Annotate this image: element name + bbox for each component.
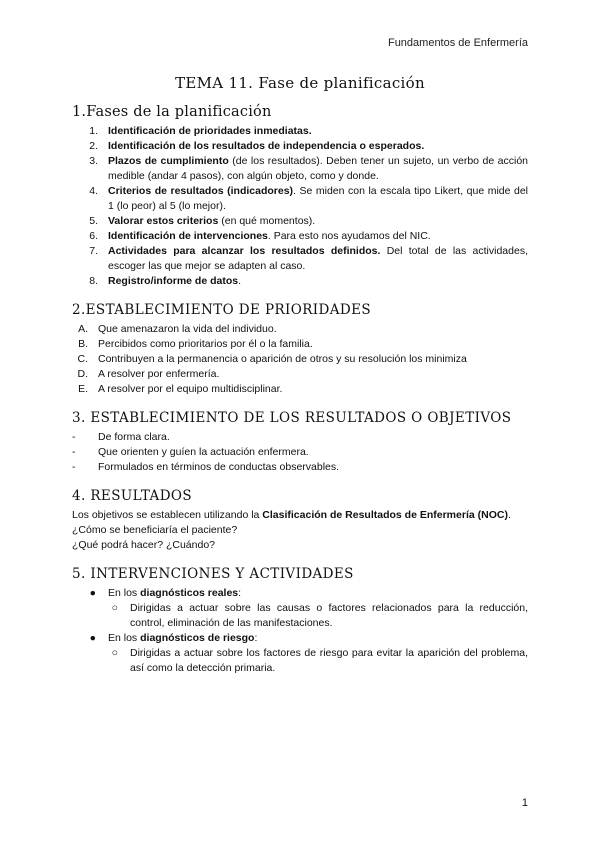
dash-marker: - (72, 446, 76, 458)
item-bold-text: Plazos de cumplimiento (108, 155, 229, 167)
item-text: Que orienten y guíen la actuación enfermera. (98, 446, 309, 458)
priorities-list (72, 322, 528, 397)
item-bold-text: Actividades para alcanzar los resultados definidos. (108, 245, 381, 257)
list-letter: E. (78, 383, 88, 395)
list-item (72, 367, 528, 382)
question-1: ¿Cómo se beneficiaría el paciente? (72, 524, 238, 536)
item-bold-text: Identificación de intervenciones (108, 230, 268, 242)
item-bold-text: Identificación de prioridades inmediatas. (108, 125, 312, 137)
list-item (72, 430, 528, 445)
paragraph-text: . (507, 509, 511, 521)
item-bold-text: Registro/informe de datos (108, 275, 239, 287)
list-number: 5. (89, 215, 98, 227)
item-text: Contribuyen a la permanencia o aparición de otros y su resolución los minimiza (98, 353, 467, 365)
list-item (72, 214, 528, 229)
list-item (72, 352, 528, 367)
phases-list (72, 124, 528, 289)
list-item (72, 154, 528, 184)
list-letter: C. (77, 353, 88, 365)
circle-bullet-icon: ○ (111, 647, 118, 659)
list-item (72, 460, 528, 475)
item-text: (en qué momentos). (218, 215, 316, 227)
section-heading-1: 1.Fases de la planificación (72, 104, 272, 120)
document-body (72, 76, 528, 676)
item-text: En los (108, 632, 141, 644)
list-item (72, 124, 528, 139)
results-paragraph (72, 508, 528, 523)
list-item (72, 274, 528, 289)
sub-item-text: Dirigidas a actuar sobre las causas o factores relacionados para la reducción, control, eliminación de las manifestaciones. (130, 602, 528, 629)
item-bold-text: Identificación de los resultados de independencia o esperados. (108, 140, 425, 152)
list-item (72, 631, 528, 676)
noc-term: Clasificación de Resultados de Enfermería (NOC) (262, 509, 508, 521)
list-number: 4. (89, 185, 98, 197)
list-number: 6. (89, 230, 98, 242)
page-number: 1 (521, 797, 528, 809)
section-heading-2: 2.ESTABLECIMIENTO DE PRIORIDADES (72, 302, 372, 318)
item-text: Formulados en términos de conductas observables. (98, 461, 340, 473)
item-text: A resolver por el equipo multidisciplinar. (98, 383, 283, 395)
item-text: : (254, 632, 258, 644)
running-header: Fundamentos de Enfermería (387, 37, 528, 49)
item-bold-text: diagnósticos de riesgo (140, 632, 255, 644)
list-item (72, 139, 528, 154)
list-item (72, 244, 528, 274)
item-text: Del total de las actividades, escoger las que mejor se adapten al caso. (108, 245, 528, 272)
list-item (72, 322, 528, 337)
paragraph-text: Los objetivos se establecen utilizando la (72, 509, 263, 521)
section-heading-5: 5. INTERVENCIONES Y ACTIVIDADES (72, 566, 354, 582)
item-text: A resolver por enfermería. (98, 368, 220, 380)
item-text: Percibidos como prioritarios por él o la familia. (98, 338, 313, 350)
item-text: Que amenazaron la vida del individuo. (98, 323, 277, 335)
dash-marker: - (72, 431, 76, 443)
item-text: . Se miden con la escala tipo Likert, que mide del 1 (lo peor) al 5 (lo mejor). (108, 185, 528, 212)
bullet-icon: ● (89, 587, 96, 599)
item-text: : (238, 587, 242, 599)
item-text: (de los resultados). Deben tener un sujeto, un verbo de acción medible (andar 4 pasos), con algún objeto, como y donde. (108, 155, 529, 182)
section-heading-4: 4. RESULTADOS (72, 488, 193, 504)
list-number: 1. (89, 125, 98, 137)
item-bold-text: Valorar estos criterios (108, 215, 219, 227)
list-letter: B. (78, 338, 88, 350)
item-text: . Para esto nos ayudamos del NIC. (267, 230, 431, 242)
list-item (72, 586, 528, 631)
objectives-list (72, 430, 528, 475)
item-text: . (238, 275, 242, 287)
bullet-icon: ● (89, 632, 96, 644)
item-bold-text: Criterios de resultados (indicadores) (108, 185, 294, 197)
list-item (72, 445, 528, 460)
question-2: ¿Qué podrá hacer? ¿Cuándo? (72, 539, 216, 551)
interventions-list (72, 586, 528, 676)
list-number: 8. (89, 275, 98, 287)
item-bold-text: diagnósticos reales (140, 587, 239, 599)
list-letter: A. (78, 323, 88, 335)
list-item (72, 382, 528, 397)
list-item (72, 184, 528, 214)
section-heading-3: 3. ESTABLECIMIENTO DE LOS RESULTADOS O OBJETIVOS (72, 410, 512, 426)
list-item (72, 337, 528, 352)
list-letter: D. (77, 368, 88, 380)
sub-item-text: Dirigidas a actuar sobre los factores de riesgo para evitar la aparición del problema, así como la detección primaria. (130, 647, 528, 674)
list-number: 7. (89, 245, 98, 257)
list-number: 3. (89, 155, 98, 167)
item-text: De forma clara. (98, 431, 170, 443)
dash-marker: - (72, 461, 76, 473)
circle-bullet-icon: ○ (111, 602, 118, 614)
list-item (72, 229, 528, 244)
item-text: En los (108, 587, 141, 599)
list-number: 2. (89, 140, 98, 152)
page-title: TEMA 11. Fase de planificación (175, 74, 425, 92)
